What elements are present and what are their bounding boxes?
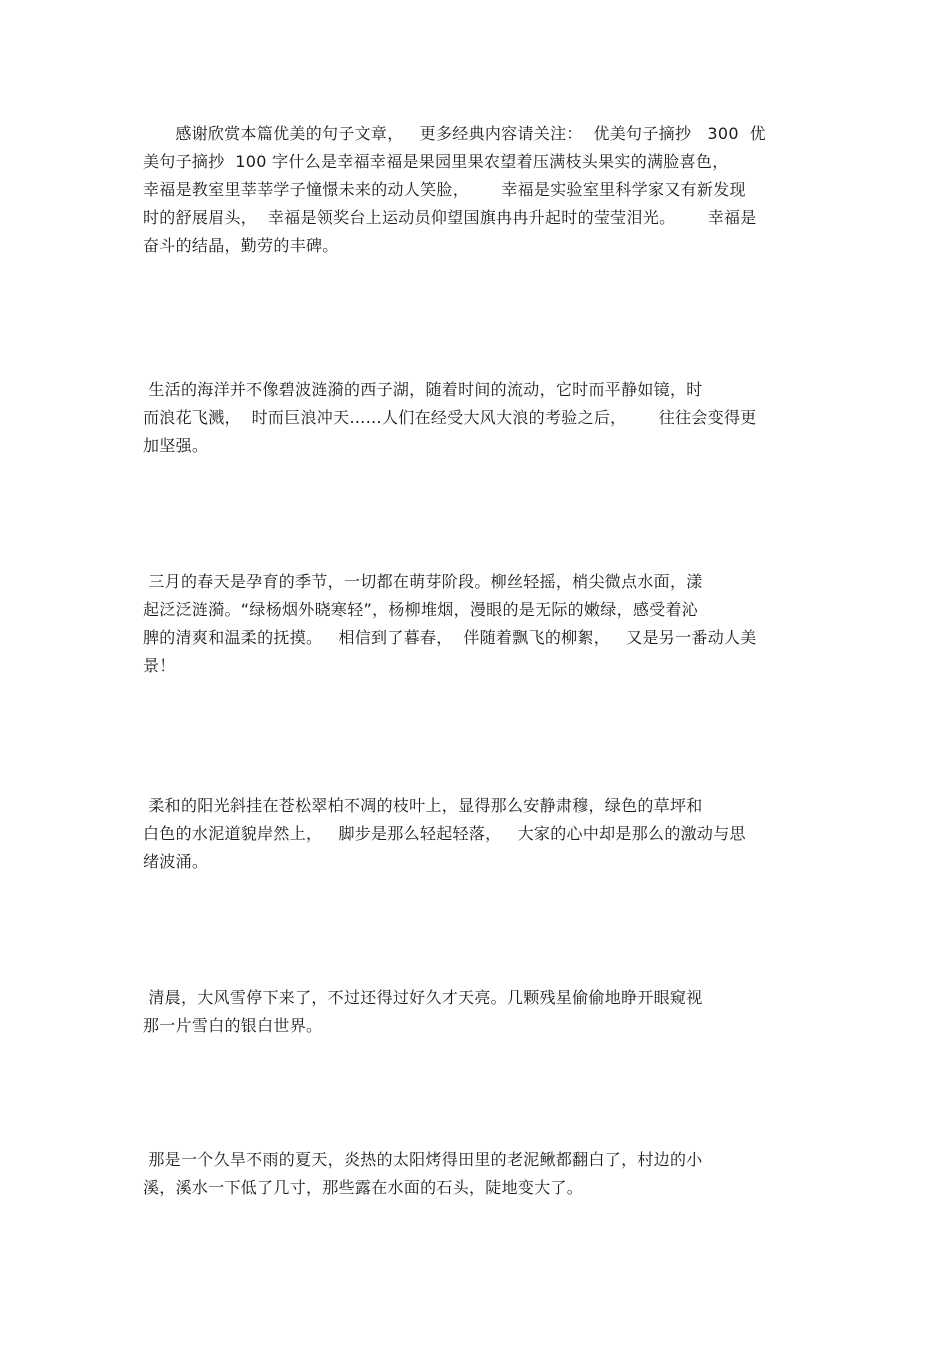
text-line: 绪波涌。 [143, 852, 209, 871]
text-line: 那是一个久旱不雨的夏天，炎热的太阳烤得田里的老泥鳅都翻白了，村边的小 [143, 1150, 703, 1169]
text-line: 美句子摘抄 100 字什么是幸福幸福是果园里果农望着压满枝头果实的满脸喜色， [143, 152, 729, 171]
text-line: 时的舒展眉头， 幸福是领奖台上运动员仰望国旗冉冉升起时的莹莹泪光。 幸福是 [143, 208, 757, 227]
text-line: 脾的清爽和温柔的抚摸。 相信到了暮春， 伴随着飘飞的柳絮， 又是另一番动人美 [143, 628, 757, 647]
text-line: 溪，溪水一下低了几寸，那些露在水面的石头，陡地变大了。 [143, 1178, 584, 1197]
paragraph-happiness [143, 120, 823, 260]
text-line: 而浪花飞溅， 时而巨浪冲天……人们在经受大风大浪的考验之后， 往往会变得更 [143, 408, 757, 427]
text-line: 那一片雪白的银白世界。 [143, 1016, 323, 1035]
paragraph-ocean [143, 376, 823, 460]
text-line: 加坚强。 [143, 436, 209, 455]
text-line: 幸福是教室里莘莘学子憧憬未来的动人笑脸， 幸福是实验室里科学家又有新发现 [143, 180, 746, 199]
paragraph-morning-snow [143, 984, 823, 1040]
text-line: 感谢欣赏本篇优美的句子文章， 更多经典内容请关注： 优美句子摘抄 300 优 [143, 124, 766, 143]
text-line: 白色的水泥道貌岸然上， 脚步是那么轻起轻落， 大家的心中却是那么的激动与思 [143, 824, 746, 843]
text-line: 三月的春天是孕育的季节，一切都在萌芽阶段。柳丝轻摇，梢尖微点水面，漾 [143, 572, 703, 591]
text-line: 清晨，大风雪停下来了，不过还得过好久才天亮。几颗残星偷偷地睁开眼窥视 [143, 988, 703, 1007]
paragraph-summer-drought [143, 1146, 823, 1202]
text-line: 生活的海洋并不像碧波涟漪的西子湖，随着时间的流动，它时而平静如镜，时 [143, 380, 703, 399]
text-line: 起泛泛涟漪。“绿杨烟外晓寒轻”，杨柳堆烟，漫眼的是无际的嫩绿，感受着沁 [143, 600, 699, 619]
paragraph-spring [143, 568, 823, 680]
paragraph-sunlight [143, 792, 823, 876]
text-line: 奋斗的结晶，勤劳的丰碑。 [143, 236, 339, 255]
text-line: 柔和的阳光斜挂在苍松翠柏不凋的枝叶上，显得那么安静肃穆，绿色的草坪和 [143, 796, 703, 815]
text-line: 景！ [143, 656, 176, 675]
